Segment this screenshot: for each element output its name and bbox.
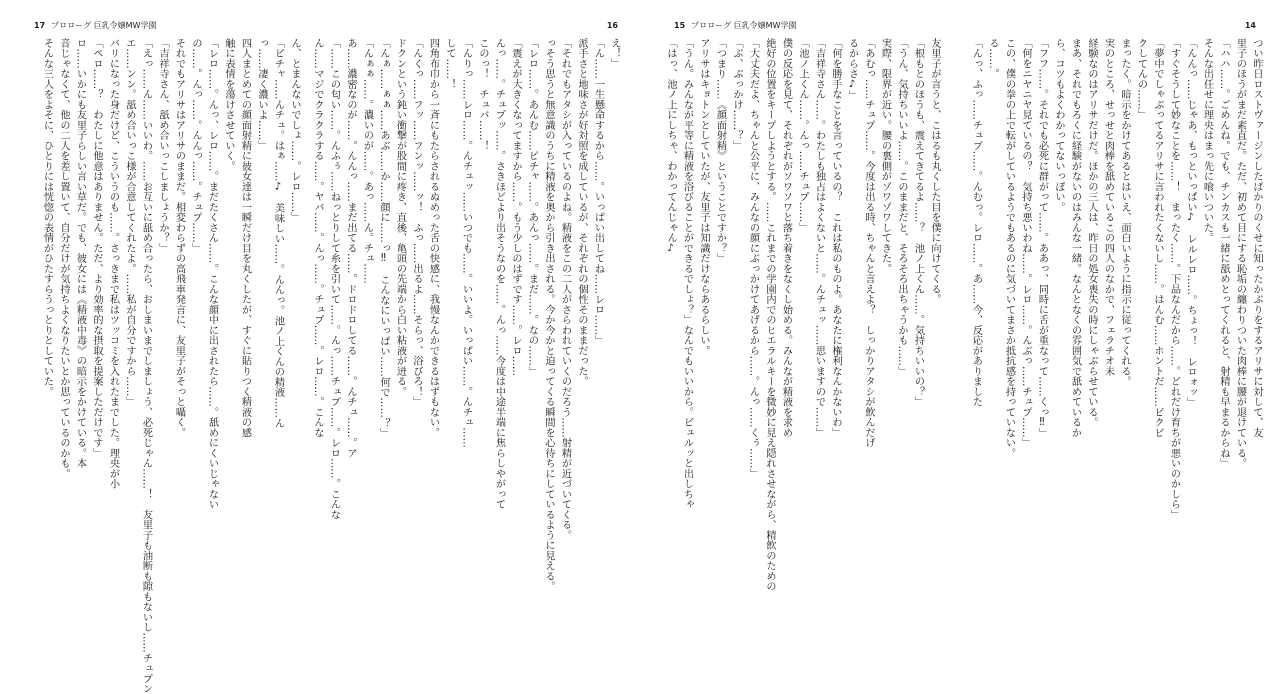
text-line: 僕の反応を見て、それぞれがソワソワと落ち着きをなくし始める。みんなが精液を求め (780, 38, 792, 438)
text-line: 「レロ……。んっ、レロ……。まだたくさん……。こんな顔中に出されたら……。舐めにくいじゃない (206, 38, 218, 510)
text-line: 「吉祥寺さん、舐め合いっこしましょうか？」 (157, 38, 168, 254)
text-line: 「んくっ……フッ……フンッ……ッ！ ふっ……出るよ……そらっ、浴びろ！」 (411, 38, 422, 407)
text-line: 友里子が言うと、こはるも丸くした目を僕に向けてくる。 (929, 38, 940, 305)
text-line: 四人まとめての顔面射精に彼女達は一瞬だけ目を丸くしたが、すぐに貼りつく精液の感 (239, 38, 251, 438)
text-line: このっ！ チュバ……！ (477, 38, 488, 151)
page-number: 15 (674, 21, 686, 30)
page-number: 14 (1244, 21, 1256, 30)
page-number: 16 (606, 21, 618, 30)
text-line: エ……ンン。舐め合いっこ様が合意してくれたよ。……私が自分ですから……」 (124, 38, 135, 407)
text-line: 「ん……一生懸命するから……。いっぱい出してね……レロ……」 (592, 38, 604, 346)
text-line: 経験なのはアリサだけだ。ほかの三人は、昨日の処女喪失の時にしゃぶらせている。 (1086, 38, 1097, 428)
text-line: クしてんの……」 (1135, 38, 1147, 120)
text-line: 「はっ、池ノ上にしちゃ、わかってんじゃん♪ (665, 38, 676, 255)
page-header (674, 21, 797, 31)
page-15 (640, 0, 960, 592)
vertical-text-body (665, 38, 942, 592)
text-line: 「んっ、ふっ……チュプ……。んむっ。レロ……。あ……今、反応がありました (970, 38, 982, 407)
page-16 (312, 0, 640, 592)
text-line: つい昨日ロストヴァージンしたばかりのくせに知ったかぶりをするアリサに対して、友 (1251, 38, 1262, 438)
text-line: 「うん。みんなが平等に精液を浴びることができるでしょ？」なんでもいいから。ビュルッと出しちゃ (681, 38, 693, 510)
text-line: っそう思うと無意識のうちに精液を奥から引き出される。今か今かと迫ってくる瞬間を心待ちにしているように見える。 (543, 38, 554, 592)
text-line: 「夢中でしゃぶってるアリサに言われたくないし……。はんむ……ホントだ……ビクビ (1152, 38, 1163, 438)
text-line: 「ぶ、ぶっかけ……？」 (731, 38, 742, 151)
text-line: 「んぁ……ぁぁ……あぶ……か……顔に……っ‼ こんなにいっぱい……何で……？」 (378, 38, 389, 439)
text-line: 「池ノ上くん……。んっ……チュプ……」 (797, 38, 808, 233)
text-line: 「根もとのほうも、震えてきてるよ……？ 池ノ上くん……。気持ちいいの？」 (912, 38, 924, 407)
vertical-text-body (970, 38, 1264, 520)
text-line: 「ペロ……？ わたしに他意はありません。ただ、より効率的な摂取を提案しただけです」 (91, 38, 102, 459)
text-line: 触に表情を蕩けさせていく。 (223, 38, 234, 172)
text-line: の……。んっ……。んんっ……。チュプ……」 (190, 38, 201, 254)
chapter-title: プロローグ 巨乳令嬢MW学園 (51, 21, 157, 30)
text-line: ドクンという鈍い衝撃が股間に疼き、直後、亀頭の先端から白い粘液が迸る。 (394, 38, 406, 397)
text-line: る……。 (987, 38, 998, 79)
text-line: 「すぐそうして妙なことを……！ まったく……。下品なんだから……。どれだけ育ちが悪いのかしら」 (1168, 38, 1180, 520)
text-line: ん……マジでクラクラする……。ヤバ……。んっ……。チュプ……。レロ……。こんな (312, 38, 323, 438)
text-line: 「それでもアタシが入っているのよね。精液をこの二人がさらわれていくのだろう……射精が近づいてくる。 (559, 38, 571, 541)
text-line: この、僕の拳の上で転がしているようでもあるのに気づいてまさか抵抗感を持っていない。 (1003, 38, 1015, 459)
text-line: 「レロ……。あんむ……ピチャ……。あんっ……。まだ……。なの……」 (526, 38, 538, 377)
text-line: して……！ (444, 38, 455, 90)
text-line: アリサはキョトンとしていたが、友里子は知識だけならあるらしい。 (698, 38, 709, 356)
text-line: 「大丈夫だよ、ちゃんと公平に、みんなの顔にぶっかけてあげるから……。んっ……くぅ……」 (747, 38, 759, 479)
text-line: ん、とまんないでしょ……。レロ……」 (289, 38, 300, 223)
text-line: それでもアリサはアリサのままだ。相変わらずの高飛車発言に、友里子がそっと囁く。 (173, 38, 185, 438)
text-line: 「吉祥寺さん……。わたしも独占はよくないと……。んチュッ……思いますので……」 (813, 38, 825, 438)
text-line: 「……この匂い……。んふぅ……ねっとりして糸を引いて……。んっ……チュプ……。レロ……。こんな (328, 38, 340, 520)
text-line: 「んりっ……レロ……。んチュッ……いつでも……。いいよ。いっぱい……。んチュ…… (460, 38, 472, 448)
text-line: 「えっ……ん……いいわ。……お互いに舐め合ったら、おしまいまでしましょう、必死じゃん……！ 友里子も油断も隙もないし……チュプン (140, 38, 152, 694)
text-line: 「んんっ……じゃあ、もっといっぱい♪ レルレロ……。ちょっ！ レロォッ」 (1185, 38, 1196, 408)
text-line: んっ……。チュプッ……。さきほどより出そうなのを……。んっ……今度は中途半端に焦らしやがって (493, 38, 505, 510)
text-line: 「つまり……《顔面射精》ということですか？」 (714, 38, 726, 264)
text-line: あ……濃密なのが……。んんっ……まだ出てる……。ドロドロしてる……。んチュ……。ア (345, 38, 356, 459)
text-line: 里子のほうがまだ素直だ。ただ、初めて目にする恥垢の纏わりついた肉棒に腰が退けている。 (1234, 38, 1246, 469)
text-line: 実のところ、せっせと肉棒を舐めているこの四人のなかで、フェラチオ未 (1102, 38, 1114, 377)
text-line: まあ、それでもろくに経験がないのはみんな一緒。なんとなくの雰囲気で舐めているか (1069, 38, 1081, 438)
page-number: 17 (34, 21, 46, 30)
text-line: 四角布巾から一斉にもたらされるぬめった舌の快感に、我慢なんかできるはずもない。 (427, 38, 439, 438)
text-line: え！」 (609, 38, 620, 69)
text-line: 音じゃなくて、他の二人を差し置いて、自分だけが気持ちよくなりたいとか思っているのかも。 (58, 38, 69, 479)
text-line: 「震えが大きくなってますから……。もう少しのはずです……。レロ…… (510, 38, 521, 377)
text-line: 「ピチャ……んチュ。はぁ……♪ 美味しい……。んんっ。池ノ上くんの精液……ん (272, 38, 284, 429)
text-line: まったく。暗示をかけてあるとはいえ、面白いように指示に従ってくれる。 (1119, 38, 1130, 387)
text-line: そんな出任せに理央はまっ先に喰いついた。 (1201, 38, 1213, 243)
text-line: 実際、限界が近い。腰の裏側がゾワゾワしてきた。 (879, 38, 891, 274)
text-line: 絶好の位置をキープしようとする。……これまでの学園内でのヒエラルキーを微妙に見え隠れさせながら、精飲のための (764, 38, 775, 592)
text-line: っ……凄く濃いよ……」 (256, 38, 267, 151)
text-line: 「あむっ……チュプ……。今度は出る時、ちゃんと言えよ？ しっかりアタシが飲んだげ (863, 38, 874, 448)
text-line: 「何を勝手なことを言っているの？ これは私のものよ。あなたに権利なんかないわ」 (830, 38, 841, 438)
vertical-text-body (34, 38, 302, 694)
vertical-text-body (312, 38, 622, 592)
text-line: るからさ♪」 (846, 38, 858, 101)
text-line: 派手さと地味さが好対照を成しているが、それぞれの個性そのままだった。 (576, 38, 587, 387)
page-header (34, 21, 157, 31)
text-line: ロ……いかにも友里子らしい言い草だ。でも、彼女には《精液中毒》の暗示をかけている。本 (74, 38, 86, 469)
text-line: 「フフ……。それでも必死に群がって……。ああっ、同時に舌が重なって……くっ‼」 (1036, 38, 1048, 439)
text-line: バリになった身だけど、こういうのも……。さっきまで私はツッコミを入れたまでした。理央が小 (107, 38, 119, 489)
text-line: ら、コツもよくわかってないっぽい。 (1053, 38, 1064, 213)
text-line: 「うん、気持ちいいよ……。このままだと、そろそろ出ちゃうかも……」 (896, 38, 907, 377)
page-14 (960, 0, 1280, 520)
text-line: 「ハハ……。ごめんね。でも、チンカスも一緒に舐めとってくれると、射精も早まるからね」 (1218, 38, 1229, 469)
text-line: 「何をニヤニヤ見ているの？ 気持ち悪いわね……。レロ……。んぶっ……チュプ……」 (1020, 38, 1031, 448)
text-line: 「んぁぁ……。濃いのが……。あっ……ん。チュ…… (361, 38, 373, 284)
text-line: そんな三人をよそに、ひとりには恍惚の表情がひたすらうっとりとしていた。 (41, 38, 53, 397)
page-17 (0, 0, 320, 694)
chapter-title: プロローグ 巨乳令嬢MW学園 (691, 21, 797, 30)
